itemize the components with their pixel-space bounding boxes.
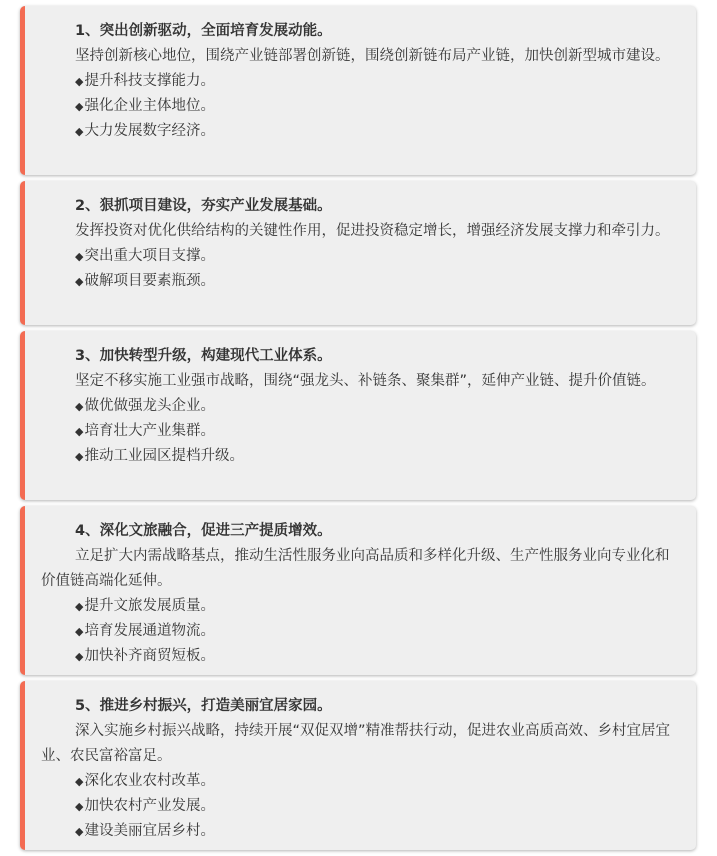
bullet-item	[41, 819, 682, 844]
bullet-text: 破解项目要素瓶颈。	[84, 273, 215, 289]
bullet-text: 培育壮大产业集群。	[84, 423, 215, 439]
bullet-item	[41, 269, 682, 294]
bullet-item	[41, 94, 682, 119]
section-title: 1、突出创新驱动，全面培育发展动能。	[75, 23, 332, 39]
bullet-text: 建设美丽宜居乡村。	[84, 823, 215, 839]
diamond-bullet-icon: ◆	[75, 400, 84, 413]
diamond-bullet-icon: ◆	[75, 125, 84, 138]
bullet-text: 加快补齐商贸短板。	[84, 648, 215, 664]
diamond-bullet-icon: ◆	[75, 275, 84, 288]
bullet-item	[41, 644, 682, 669]
diamond-bullet-icon: ◆	[75, 450, 84, 463]
bullet-item	[41, 419, 682, 444]
diamond-bullet-icon: ◆	[75, 800, 84, 813]
bullet-item	[41, 619, 682, 644]
diamond-bullet-icon: ◆	[75, 625, 84, 638]
bullet-text: 培育发展通道物流。	[84, 623, 215, 639]
bullet-text: 深化农业农村改革。	[84, 773, 215, 789]
bullet-text: 提升科技支撑能力。	[84, 73, 215, 89]
diamond-bullet-icon: ◆	[75, 100, 84, 113]
diamond-bullet-icon: ◆	[75, 600, 84, 613]
section-card-1	[20, 6, 696, 175]
diamond-bullet-icon: ◆	[75, 775, 84, 788]
diamond-bullet-icon: ◆	[75, 250, 84, 263]
bullet-text: 推动工业园区提档升级。	[84, 448, 244, 464]
section-description: 坚持创新核心地位，围绕产业链部署创新链，围绕创新链布局产业链，加快创新型城市建设。	[75, 48, 670, 64]
bullet-text: 提升文旅发展质量。	[84, 598, 215, 614]
bullet-item	[41, 69, 682, 94]
bullet-item	[41, 769, 682, 794]
diamond-bullet-icon: ◆	[75, 825, 84, 838]
bullet-text: 大力发展数字经济。	[84, 123, 215, 139]
section-description: 发挥投资对优化供给结构的关键性作用，促进投资稳定增长，增强经济发展支撑力和牵引力。	[75, 223, 670, 239]
section-card-3	[20, 331, 696, 500]
section-description: 立足扩大内需战略基点，推动生活性服务业向高品质和多样化升级、生产性服务业向专业化和价值链高端化延伸。	[41, 548, 670, 589]
section-description: 坚定不移实施工业强市战略，围绕“强龙头、补链条、聚集群”，延伸产业链、提升价值链。	[75, 373, 656, 389]
diamond-bullet-icon: ◆	[75, 650, 84, 663]
diamond-bullet-icon: ◆	[75, 425, 84, 438]
bullet-text: 加快农村产业发展。	[84, 798, 215, 814]
diamond-bullet-icon: ◆	[75, 75, 84, 88]
bullet-item	[41, 394, 682, 419]
bullet-item	[41, 244, 682, 269]
section-description: 深入实施乡村振兴战略，持续开展“双促双增”精准帮扶行动，促进农业高质高效、乡村宜居宜业、农民富裕富足。	[41, 723, 671, 764]
section-card-2	[20, 181, 696, 325]
bullet-text: 强化企业主体地位。	[84, 98, 215, 114]
section-card-4	[20, 506, 696, 675]
section-card-5	[20, 681, 696, 850]
section-title: 3、加快转型升级，构建现代工业体系。	[75, 348, 332, 364]
section-title: 5、推进乡村振兴，打造美丽宜居家园。	[75, 698, 332, 714]
bullet-item	[41, 794, 682, 819]
section-title: 2、狠抓项目建设，夯实产业发展基础。	[75, 198, 332, 214]
bullet-item	[41, 594, 682, 619]
bullet-text: 做优做强龙头企业。	[84, 398, 215, 414]
bullet-item	[41, 444, 682, 469]
bullet-item	[41, 119, 682, 144]
bullet-text: 突出重大项目支撑。	[84, 248, 215, 264]
section-title: 4、深化文旅融合，促进三产提质增效。	[75, 523, 332, 539]
